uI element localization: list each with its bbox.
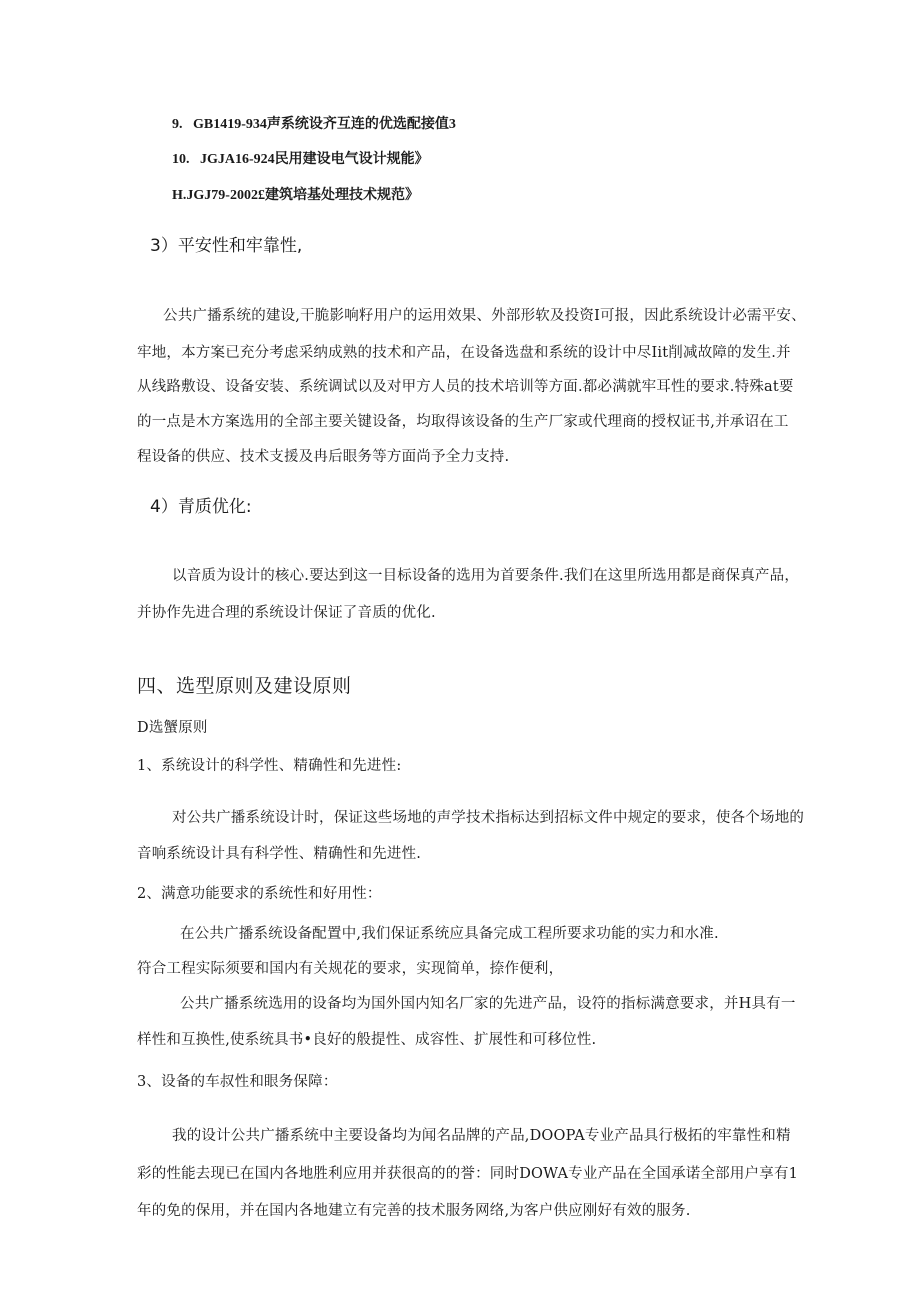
paragraph-line: 我的设计公共广播系统中主要设备均为闻名品牌的产品,DOOPA专业产品具行极拓的牢靠性和精 <box>172 1128 791 1144</box>
reference-item-10 <box>172 150 429 170</box>
paragraph-line: 样性和互换性,使系统具书•良好的般提性、成容性、扩展性和可移位性. <box>137 1032 597 1048</box>
reference-text: GB1419-934声系统设齐互连的优选配接值3 <box>193 117 456 132</box>
reference-number: 9. <box>172 117 183 132</box>
paragraph-line: 公共广播系统选用的设备均为国外国内知名厂家的先进产品，设符的指标满意要求，并H具有一 <box>180 996 796 1012</box>
reference-item-11 <box>172 186 419 206</box>
paragraph-line: 的一点是木方案选用的全部主要关键设备，均取得该设备的生产厂家或代理商的授权证书,并承诏在工 <box>137 414 789 430</box>
item-title: 1、系统设计的科学性、精确性和先进性: <box>137 758 402 774</box>
section-heading-quality: 4）青质优化: <box>150 497 252 517</box>
paragraph-line: 符合工程实际须要和国内有关规花的要求，实现简单，捺作便利， <box>137 961 564 977</box>
reference-text: H.JGJ79-2002£建筑培基处理技术规范》 <box>172 188 419 203</box>
paragraph-line: 程设备的供应、技术支援及冉后眼务等方面尚予全力支持. <box>137 449 510 465</box>
paragraph-line: 音响系统设计具有科学性、精确性和先进性. <box>137 846 422 862</box>
item-title: 3、设备的车叔性和眼务保障： <box>137 1074 338 1090</box>
item-title: 2、满意功能要求的系统性和好用性： <box>137 886 382 902</box>
paragraph-line: 在公共广播系统设备配置中,我们保证系统应具备完成工程所要求功能的实力和水准. <box>180 926 719 942</box>
reference-number: 10. <box>172 152 190 167</box>
subsection-heading: D选蟹原则 <box>137 720 208 736</box>
paragraph-line: 公共广播系统的建设,干脆影响籽用户的运用效果、外部形软及投资I可报，因此系统设计必需平安、 <box>163 308 806 324</box>
paragraph-line: 对公共广播系统设计时，保证这些场地的声学技术指标达到招标文件中规定的要求，使各个场地的 <box>172 810 805 826</box>
paragraph-line: 年的免的保用，并在国内各地建立有完善的技术服务网络,为客户供应刚好有效的服务. <box>137 1203 691 1219</box>
chapter-heading: 四、选型原则及建设原则 <box>137 675 352 697</box>
paragraph-line: 并协作先进合理的系统设计保证了音质的优化. <box>137 605 436 621</box>
paragraph-line: 从线路敷设、设备安装、系统调试以及对甲方人员的技术培训等方面.都必满就牢耳性的要求.特殊at要 <box>137 379 794 395</box>
paragraph-line: 牢地，本方案已充分考虑采纳成熟的技术和产品，在设备选盘和系统的设计中尽Iit削减故障的发生.并 <box>137 345 791 361</box>
paragraph-line: 彩的性能去现已在国内各地胜利应用并获很高的的誉：同时DOWA专业产品在全国承诺全部用户享有1 <box>137 1166 799 1182</box>
reference-item-9 <box>172 115 456 135</box>
section-heading-safety: 3）平安性和牢靠性, <box>150 236 303 256</box>
paragraph-line: 以音质为设计的核心.要达到这一目标设备的选用为首要条件.我们在这里所选用都是商保真产品， <box>172 568 800 584</box>
reference-text: JGJA16-924民用建设电气设计规能》 <box>200 152 429 167</box>
